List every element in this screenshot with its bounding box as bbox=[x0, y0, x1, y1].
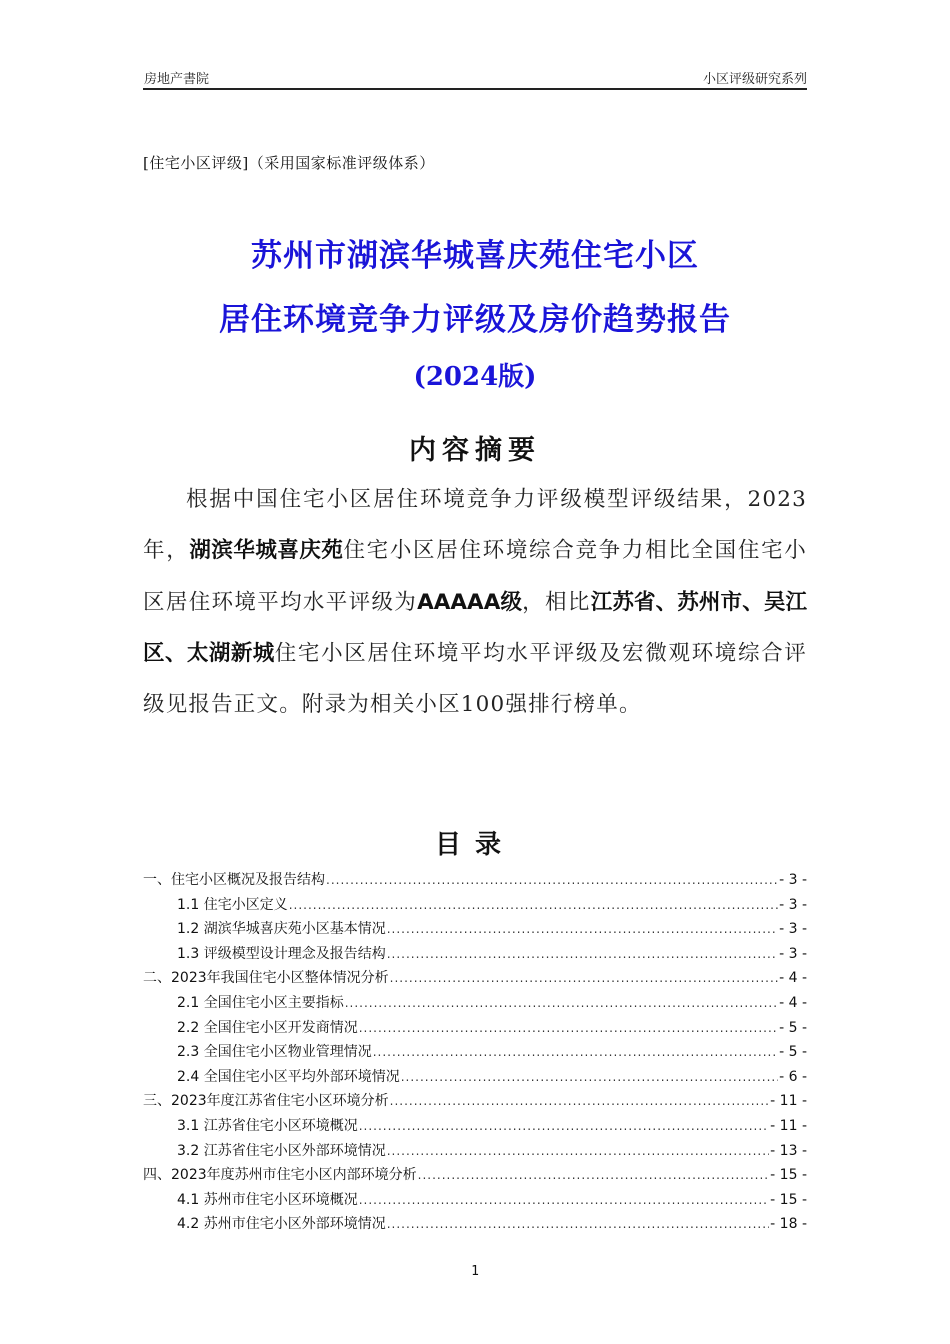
toc-entry-page: - 11 - bbox=[770, 1093, 807, 1110]
rating-tag-line: [住宅小区评级]（采用国家标准评级体系） bbox=[143, 154, 435, 172]
toc-leader-dots bbox=[401, 1070, 778, 1084]
toc-entry[interactable] bbox=[143, 992, 807, 1017]
toc-leader-dots bbox=[289, 898, 778, 912]
toc-entry[interactable] bbox=[143, 894, 807, 919]
report-title-line1: 苏州市湖滨华城喜庆苑住宅小区 bbox=[251, 238, 699, 274]
toc-leader-dots bbox=[387, 1144, 769, 1158]
toc-leader-dots bbox=[390, 1094, 770, 1108]
toc-entry-label: 1.1 住宅小区定义 bbox=[177, 896, 288, 913]
toc-entry-label: 2.4 全国住宅小区平均外部环境情况 bbox=[177, 1068, 400, 1085]
toc-entry[interactable] bbox=[143, 967, 807, 992]
toc-entry[interactable] bbox=[143, 943, 807, 968]
toc-entry[interactable] bbox=[143, 1090, 807, 1115]
toc-entry-page: - 3 - bbox=[779, 896, 807, 913]
toc-entry-page: - 4 - bbox=[779, 994, 807, 1011]
toc-entry-label: 2.2 全国住宅小区开发商情况 bbox=[177, 1019, 358, 1036]
toc-entry-page: - 15 - bbox=[770, 1167, 807, 1184]
toc-entry-page: - 13 - bbox=[770, 1142, 807, 1159]
toc-entry-page: - 3 - bbox=[779, 921, 807, 938]
abstract-community-name: 湖滨华城喜庆苑 bbox=[189, 538, 344, 564]
toc-leader-dots bbox=[359, 1193, 769, 1207]
toc-entry-label: 四、2023年度苏州市住宅小区内部环境分析 bbox=[143, 1167, 417, 1184]
toc-leader-dots bbox=[387, 922, 778, 936]
page-header bbox=[143, 68, 807, 88]
toc-entry-label: 4.1 苏州市住宅小区环境概况 bbox=[177, 1191, 358, 1208]
toc-leader-dots bbox=[387, 947, 778, 961]
toc-entry-label: 4.2 苏州市住宅小区外部环境情况 bbox=[177, 1216, 386, 1233]
abstract-text: 住宅小区居住环境平均水平评级及宏微观环境综合评级见报告正文。附录为相关小区100强排行榜单。 bbox=[143, 640, 807, 718]
toc-entry-page: - 11 - bbox=[770, 1117, 807, 1134]
toc-entry-label: 2.1 全国住宅小区主要指标 bbox=[177, 994, 344, 1011]
toc-leader-dots bbox=[345, 996, 778, 1010]
toc-entry[interactable] bbox=[143, 1066, 807, 1091]
header-series: 小区评级研究系列 bbox=[702, 72, 807, 87]
toc-entry-page: - 6 - bbox=[779, 1068, 807, 1085]
abstract-text: ，相比 bbox=[522, 589, 591, 615]
toc-entry-page: - 5 - bbox=[779, 1019, 807, 1036]
toc-entry-label: 一、住宅小区概况及报告结构 bbox=[143, 872, 325, 888]
toc-entry-label: 1.2 湖滨华城喜庆苑小区基本情况 bbox=[177, 921, 386, 938]
header-publisher: 房地产書院 bbox=[144, 72, 210, 87]
toc-leader-dots bbox=[418, 1168, 770, 1182]
toc-leader-dots bbox=[359, 1119, 769, 1133]
toc-entry-label: 三、2023年度江苏省住宅小区环境分析 bbox=[143, 1093, 389, 1110]
abstract-heading: 内容摘要 bbox=[409, 435, 541, 466]
toc-entry[interactable] bbox=[143, 918, 807, 943]
toc-heading: 目录 bbox=[434, 830, 515, 860]
toc-entry-page: - 4 - bbox=[779, 970, 807, 987]
abstract-text: 住宅小区居住环境综合竞争力相比全国住宅小区居住环境平均水平评级为 bbox=[143, 538, 807, 615]
page-number: 1 bbox=[471, 1264, 479, 1279]
toc-entry-page: - 3 - bbox=[779, 945, 807, 962]
abstract-regions: 江苏省、苏州市、吴江区、太湖新城 bbox=[143, 589, 807, 666]
toc-entry-label: 3.1 江苏省住宅小区环境概况 bbox=[177, 1117, 358, 1134]
toc-entry[interactable] bbox=[143, 869, 807, 894]
toc-leader-dots bbox=[387, 1217, 769, 1231]
toc-leader-dots bbox=[326, 873, 778, 887]
report-edition: (2024版) bbox=[413, 362, 537, 392]
abstract-rating: AAAAA级 bbox=[417, 589, 523, 615]
toc-entry-page: - 3 - bbox=[779, 872, 807, 888]
toc-entry[interactable] bbox=[143, 1189, 807, 1214]
toc-entry[interactable] bbox=[143, 1140, 807, 1165]
toc-entry[interactable] bbox=[143, 1017, 807, 1042]
table-of-contents bbox=[143, 869, 807, 1238]
toc-entry-label: 二、2023年我国住宅小区整体情况分析 bbox=[143, 970, 389, 987]
abstract-text: 根据中国住宅小区居住环境竞争力评级模型评级结果，2023年， bbox=[143, 487, 807, 564]
report-title-line2: 居住环境竞争力评级及房价趋势报告 bbox=[219, 302, 731, 338]
toc-entry-label: 3.2 江苏省住宅小区外部环境情况 bbox=[177, 1142, 386, 1159]
toc-entry[interactable] bbox=[143, 1115, 807, 1140]
toc-leader-dots bbox=[373, 1045, 778, 1059]
header-rule bbox=[143, 88, 807, 90]
toc-entry-page: - 5 - bbox=[779, 1044, 807, 1061]
toc-entry[interactable] bbox=[143, 1213, 807, 1238]
toc-entry[interactable] bbox=[143, 1041, 807, 1066]
toc-entry-page: - 18 - bbox=[770, 1216, 807, 1233]
toc-entry[interactable] bbox=[143, 1164, 807, 1189]
toc-entry-label: 2.3 全国住宅小区物业管理情况 bbox=[177, 1044, 372, 1061]
toc-leader-dots bbox=[390, 971, 778, 985]
toc-entry-label: 1.3 评级模型设计理念及报告结构 bbox=[177, 945, 386, 962]
abstract-paragraph bbox=[143, 474, 807, 730]
toc-entry-page: - 15 - bbox=[770, 1191, 807, 1208]
toc-leader-dots bbox=[359, 1021, 778, 1035]
